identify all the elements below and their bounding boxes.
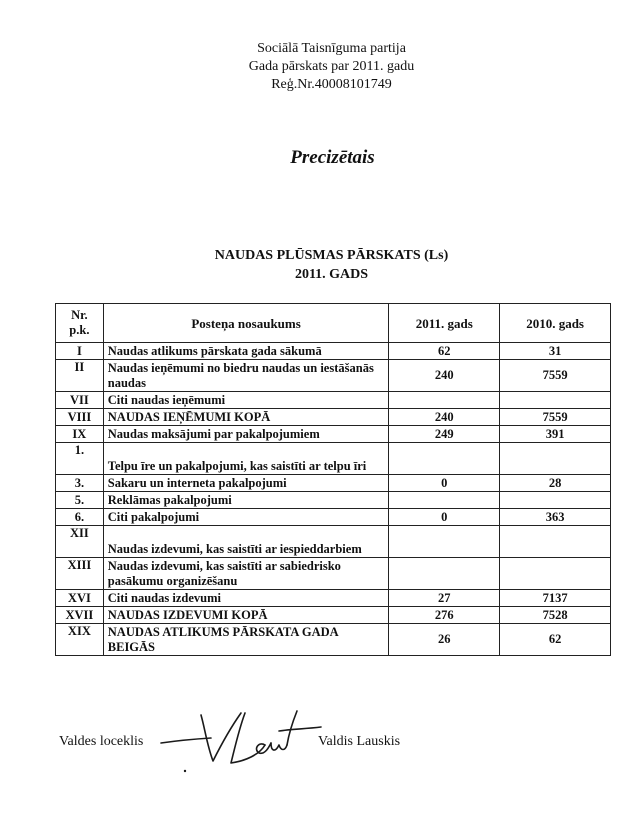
row-value-2010: 391 bbox=[500, 426, 611, 443]
row-name: Naudas ieņēmumi no biedru naudas un iestāšanās naudas bbox=[103, 360, 389, 392]
report-title: Gada pārskats par 2011. gadu bbox=[248, 59, 415, 74]
row-value-2011 bbox=[389, 492, 500, 509]
row-nr: XII bbox=[56, 526, 104, 558]
table-row bbox=[56, 360, 611, 392]
row-value-2011: 27 bbox=[389, 590, 500, 607]
column-header-2010: 2010. gads bbox=[500, 304, 611, 343]
column-header-2011: 2011. gads bbox=[389, 304, 500, 343]
statement-title bbox=[0, 246, 635, 284]
table-row bbox=[56, 475, 611, 492]
signer-name: Valdis Lauskis bbox=[318, 734, 401, 749]
table-row bbox=[56, 509, 611, 526]
row-name: Naudas izdevumi, kas saistīti ar iespieddarbiem bbox=[103, 526, 389, 558]
row-name: Citi naudas izdevumi bbox=[103, 590, 389, 607]
row-value-2011: 249 bbox=[389, 426, 500, 443]
row-name: Telpu īre un pakalpojumi, kas saistīti ar telpu īri bbox=[103, 443, 389, 475]
table-row bbox=[56, 443, 611, 475]
row-value-2010: 7559 bbox=[500, 360, 611, 392]
row-value-2010 bbox=[500, 492, 611, 509]
clarified-note bbox=[0, 147, 635, 169]
row-name: NAUDAS ATLIKUMS PĀRSKATA GADA BEIGĀS bbox=[103, 624, 389, 656]
table-row bbox=[56, 624, 611, 656]
row-name: Naudas izdevumi, kas saistīti ar sabiedrisko pasākumu organizēšanu bbox=[103, 558, 389, 590]
row-value-2011: 0 bbox=[389, 475, 500, 492]
row-nr: IX bbox=[56, 426, 104, 443]
row-value-2011: 240 bbox=[389, 360, 500, 392]
row-nr: 1. bbox=[56, 443, 104, 475]
row-value-2010 bbox=[500, 526, 611, 558]
row-name: Reklāmas pakalpojumi bbox=[103, 492, 389, 509]
row-name: Naudas atlikums pārskata gada sākumā bbox=[103, 343, 389, 360]
row-name: Citi naudas ieņēmumi bbox=[103, 392, 389, 409]
table-row bbox=[56, 343, 611, 360]
table-row bbox=[56, 392, 611, 409]
table-header-row bbox=[56, 304, 611, 343]
row-name: Sakaru un interneta pakalpojumi bbox=[103, 475, 389, 492]
row-value-2010 bbox=[500, 392, 611, 409]
row-value-2010: 7137 bbox=[500, 590, 611, 607]
row-value-2011: 26 bbox=[389, 624, 500, 656]
row-nr: 6. bbox=[56, 509, 104, 526]
row-value-2010: 363 bbox=[500, 509, 611, 526]
table-row bbox=[56, 558, 611, 590]
cash-flow-table bbox=[55, 303, 611, 656]
row-value-2011 bbox=[389, 558, 500, 590]
party-name: Sociālā Taisnīguma partija bbox=[257, 41, 406, 56]
signature-image bbox=[155, 705, 325, 775]
row-nr: XVII bbox=[56, 607, 104, 624]
row-value-2010 bbox=[500, 558, 611, 590]
row-value-2010: 28 bbox=[500, 475, 611, 492]
column-header-name: Posteņa nosaukums bbox=[103, 304, 389, 343]
row-value-2011 bbox=[389, 392, 500, 409]
row-nr: XIX bbox=[56, 624, 104, 656]
row-value-2011 bbox=[389, 443, 500, 475]
table-row bbox=[56, 492, 611, 509]
row-nr: VIII bbox=[56, 409, 104, 426]
row-value-2011: 0 bbox=[389, 509, 500, 526]
row-value-2010: 31 bbox=[500, 343, 611, 360]
column-header-nr: Nr. p.k. bbox=[56, 304, 104, 343]
row-value-2010 bbox=[500, 443, 611, 475]
table-row bbox=[56, 526, 611, 558]
row-value-2010: 7528 bbox=[500, 607, 611, 624]
row-nr: 3. bbox=[56, 475, 104, 492]
document-header bbox=[0, 40, 635, 94]
table-row bbox=[56, 409, 611, 426]
row-value-2010: 62 bbox=[500, 624, 611, 656]
row-nr: XIII bbox=[56, 558, 104, 590]
row-value-2011: 240 bbox=[389, 409, 500, 426]
row-nr: I bbox=[56, 343, 104, 360]
row-nr: VII bbox=[56, 392, 104, 409]
row-value-2011 bbox=[389, 526, 500, 558]
row-nr: XVI bbox=[56, 590, 104, 607]
row-name: NAUDAS IEŅĒMUMI KOPĀ bbox=[103, 409, 389, 426]
registration-number: Reģ.Nr.40008101749 bbox=[271, 77, 392, 92]
row-nr: 5. bbox=[56, 492, 104, 509]
statement-title-line1: NAUDAS PLŪSMAS PĀRSKATS (Ls) bbox=[214, 248, 449, 263]
table-row bbox=[56, 590, 611, 607]
statement-title-line2: 2011. GADS bbox=[294, 267, 369, 282]
row-name: Citi pakalpojumi bbox=[103, 509, 389, 526]
row-value-2010: 7559 bbox=[500, 409, 611, 426]
row-nr: II bbox=[56, 360, 104, 392]
row-value-2011: 276 bbox=[389, 607, 500, 624]
row-value-2011: 62 bbox=[389, 343, 500, 360]
signer-role: Valdes loceklis bbox=[59, 734, 144, 749]
table-row bbox=[56, 426, 611, 443]
row-name: NAUDAS IZDEVUMI KOPĀ bbox=[103, 607, 389, 624]
row-name: Naudas maksājumi par pakalpojumiem bbox=[103, 426, 389, 443]
table-row bbox=[56, 607, 611, 624]
clarified-label: Precizētais bbox=[290, 147, 375, 168]
